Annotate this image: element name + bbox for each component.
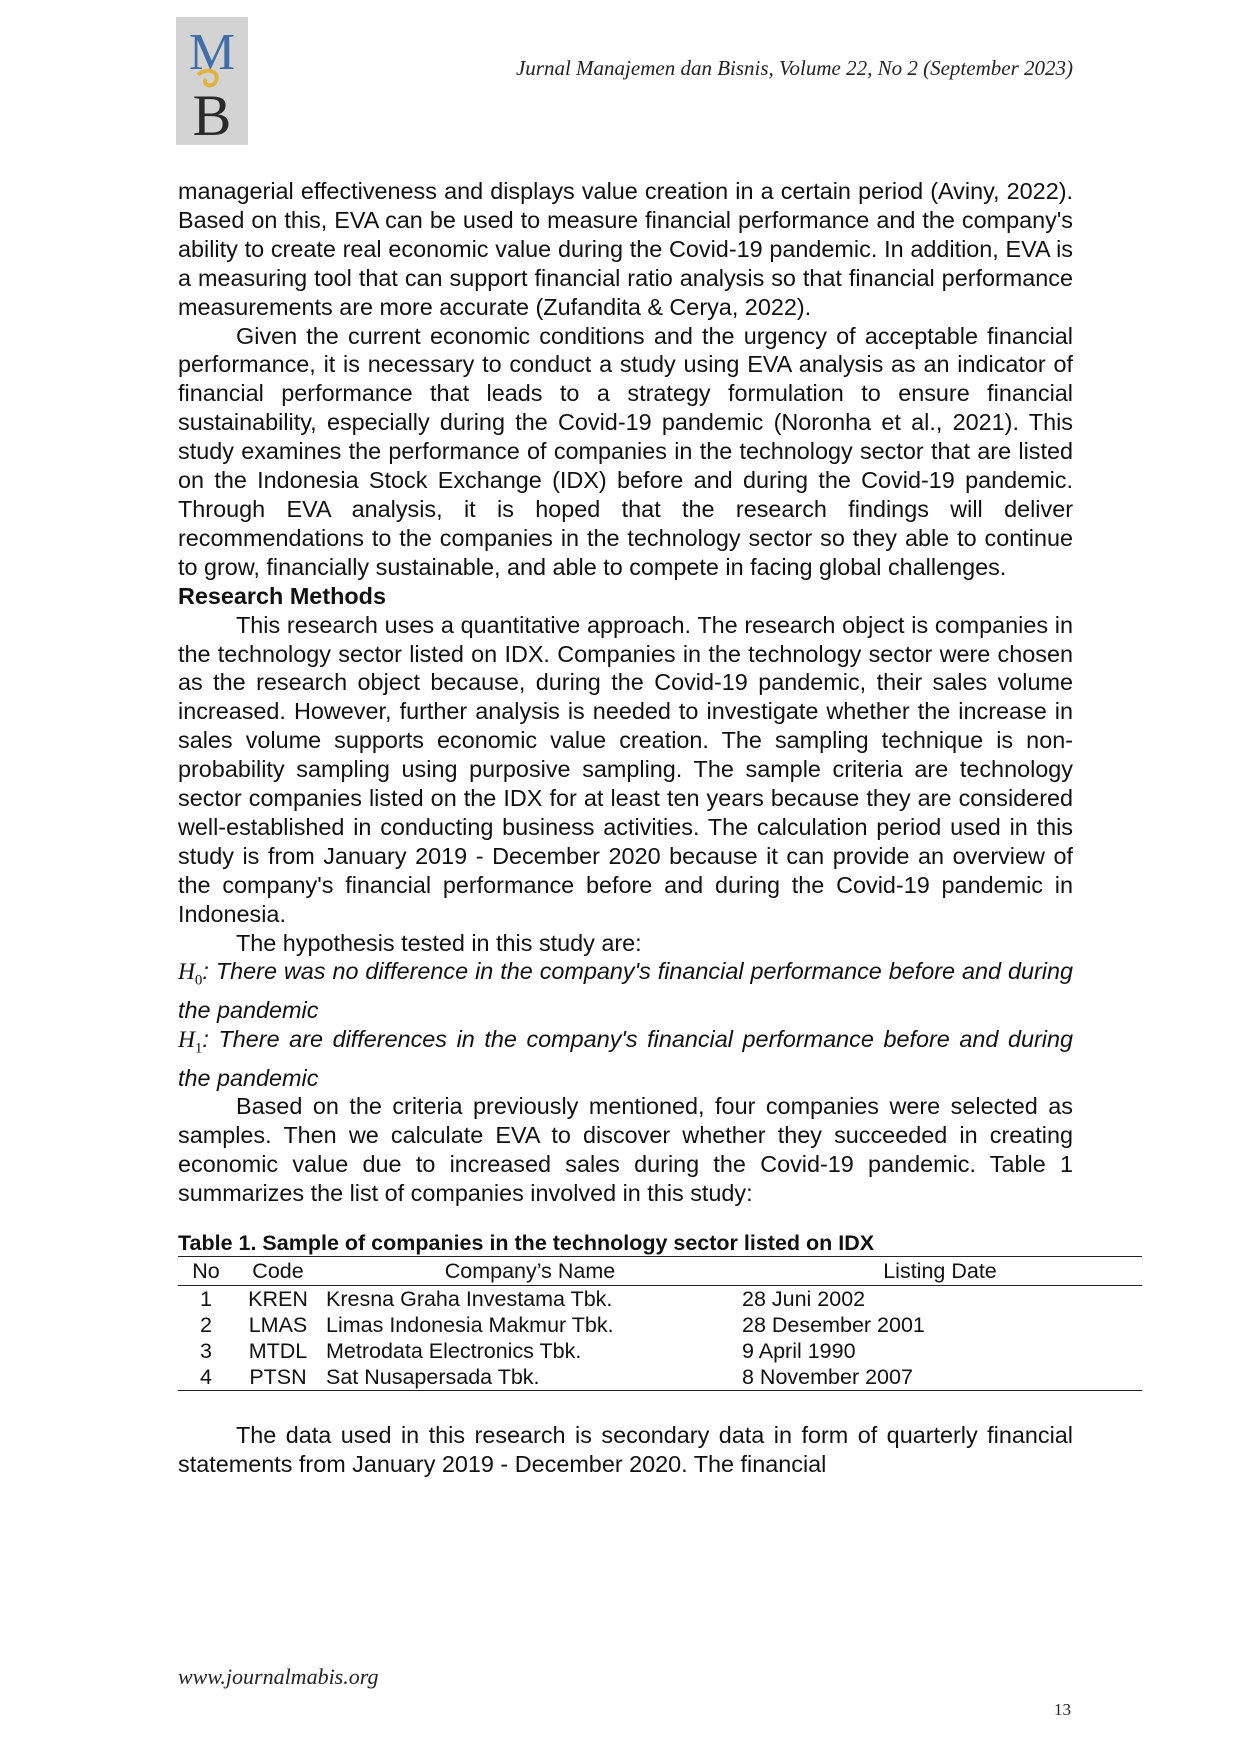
cell-name: Limas Indonesia Makmur Tbk. <box>326 1313 614 1338</box>
cell-date: 8 November 2007 <box>742 1365 913 1390</box>
cell-name: Sat Nusapersada Tbk. <box>326 1365 540 1390</box>
table-row <box>178 1364 1142 1391</box>
journal-title: Jurnal Manajemen dan Bisnis, Volume 22, No 2 (September 2023) <box>515 56 1073 80</box>
column-header-code: Code <box>252 1259 304 1284</box>
paragraph: This research uses a quantitative approach. The research object is companies in the technology sector listed on IDX. Companies in the technology sector were chosen as the research object because, during the Covid-19 pandemic, their sales volume increased. However, further analysis is needed to investigate whether the increase in sales volume supports economic value creation. The sampling technique is non-probability sampling using purposive sampling. The sample criteria are technology sector companies listed on the IDX for at least ten years because they are considered well-established in conducting business activities. The calculation period used in this study is from January 2019 - December 2020 because it can provide an overview of the company's financial performance before and during the Covid-19 pandemic in Indonesia. <box>178 611 1073 927</box>
cell-code: LMAS <box>248 1313 308 1338</box>
journal-url[interactable]: www.journalmabis.org <box>178 1664 379 1689</box>
article-body <box>178 177 1073 1479</box>
cell-name: Metrodata Electronics Tbk. <box>326 1339 582 1364</box>
hypothesis-h0 <box>178 957 1073 1024</box>
table-row <box>178 1286 1142 1313</box>
paragraph: The hypothesis tested in this study are: <box>236 929 642 956</box>
cell-no: 2 <box>200 1313 212 1338</box>
hypothesis-text: : There are differences in the company's financial performance before and during the pandemic <box>178 1025 1073 1091</box>
companies-table <box>178 1256 1142 1391</box>
cell-no: 4 <box>200 1365 212 1390</box>
cell-no: 3 <box>200 1339 212 1364</box>
hypothesis-symbol: $H_1$ <box>178 1026 203 1057</box>
hypothesis-h1 <box>178 1025 1073 1092</box>
cell-code: KREN <box>248 1287 308 1312</box>
column-header-date: Listing Date <box>883 1259 997 1284</box>
section-heading: Research Methods <box>178 582 386 609</box>
paragraph: Based on the criteria previously mentioned, four companies were selected as samples. Then we calculate EVA to discover whether they succeeded in creating economic value due to increased sales during the Covid-19 pandemic. Table 1 summarizes the list of companies involved in this study: <box>178 1093 1073 1207</box>
column-header-name: Company’s Name <box>444 1259 616 1284</box>
svg-text:M: M <box>188 24 236 81</box>
cell-code: MTDL <box>248 1339 308 1364</box>
paragraph: Given the current economic conditions and the urgency of acceptable financial performance, it is necessary to conduct a study using EVA analysis as an indicator of financial performance that leads to a strategy formulation to ensure financial sustainability, especially during the Covid-19 pandemic (Noronha et al., 2021). This study examines the performance of companies in the technology sector that are listed on the Indonesia Stock Exchange (IDX) before and during the Covid-19 pandemic. Through EVA analysis, it is hoped that the research findings will deliver recommendations to the companies in the technology sector so they able to continue to grow, financially sustainable, and able to compete in facing global challenges. <box>178 322 1073 580</box>
cell-code: PTSN <box>249 1365 307 1390</box>
table-caption: Table 1. Sample of companies in the technology sector listed on IDX <box>178 1231 875 1256</box>
hypothesis-text: : There was no difference in the company's financial performance before and during the pandemic <box>178 958 1073 1024</box>
paragraph: managerial effectiveness and displays value creation in a certain period (Aviny, 2022). Based on this, EVA can be used to measure financial performance and the company's ability to create real economic value during the Covid-19 pandemic. In addition, EVA is a measuring tool that can support financial ratio analysis so that financial performance measurements are more accurate (Zufandita & Cerya, 2022). <box>178 178 1073 320</box>
table-row <box>178 1338 1142 1364</box>
cell-date: 28 Juni 2002 <box>742 1287 866 1312</box>
table-header-row <box>178 1257 1142 1286</box>
table-row <box>178 1312 1142 1338</box>
cell-date: 9 April 1990 <box>742 1339 856 1364</box>
cell-date: 28 Desember 2001 <box>742 1313 925 1338</box>
page-number: 13 <box>1054 1700 1071 1719</box>
journal-logo <box>176 17 248 145</box>
paragraph: The data used in this research is secondary data in form of quarterly financial statements from January 2019 - December 2020. The financial <box>178 1422 1073 1477</box>
column-header-no: No <box>192 1259 220 1284</box>
mb-logo-icon <box>176 17 248 145</box>
hypothesis-symbol: $H_0$ <box>178 959 203 990</box>
svg-text:B: B <box>192 83 232 145</box>
cell-name: Kresna Graha Investama Tbk. <box>326 1287 613 1312</box>
cell-no: 1 <box>200 1287 212 1312</box>
